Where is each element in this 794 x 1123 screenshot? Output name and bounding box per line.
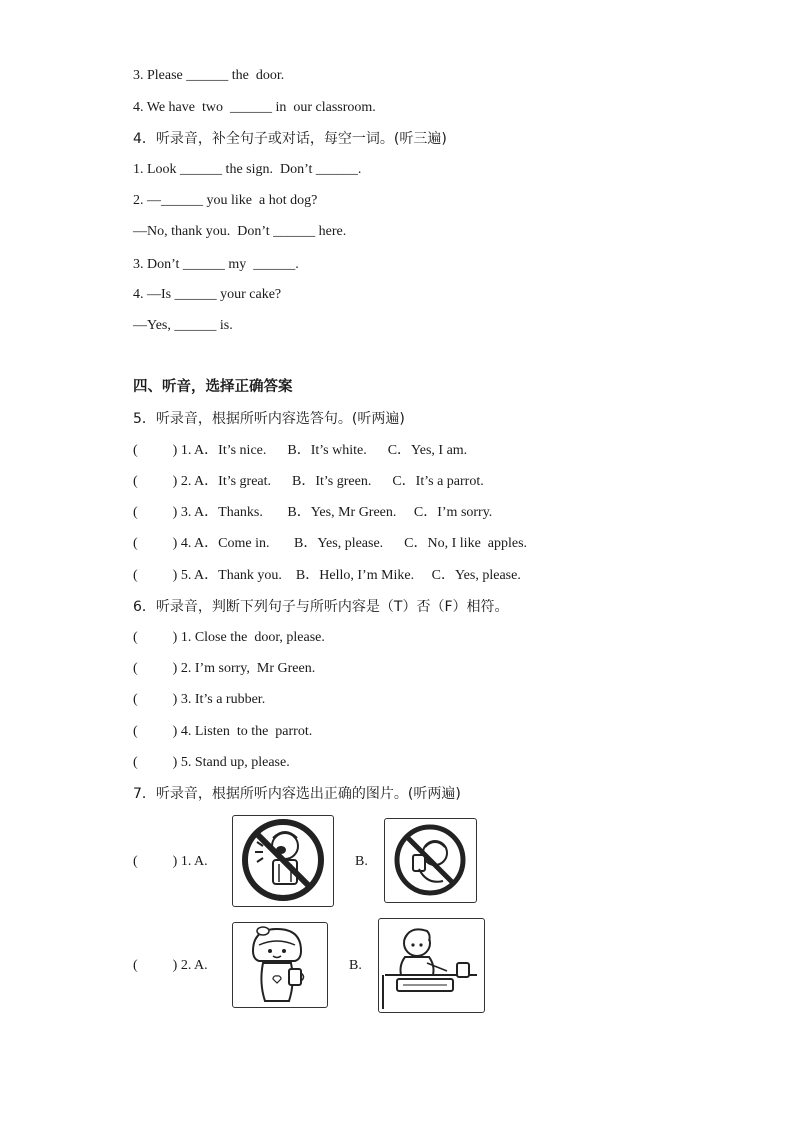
no-shouting-sign-icon[interactable] (232, 815, 334, 907)
question-4-heading: 4．听录音，补全句子或对话，每空一词。(听三遍) (133, 131, 447, 147)
q7-row-stem: ( ) 2. A. (133, 958, 208, 973)
boy-eating-icon[interactable] (378, 918, 485, 1013)
q4-line: 1. Look ______ the sign. Don’t ______. (133, 162, 362, 177)
q5-row: ( ) 1. A．It’s nice. B．It’s white. C．Yes, I am. (133, 443, 468, 458)
option-b-label: B. (349, 958, 362, 973)
question-5-heading: 5．听录音，根据所听内容选答句。(听两遍) (133, 411, 405, 427)
q6-row: ( ) 4. Listen to the parrot. (133, 724, 313, 739)
q6-row: ( ) 1. Close the door, please. (133, 630, 325, 645)
q5-row: ( ) 4. A．Come in. B．Yes, please. C．No, I like apples. (133, 536, 528, 551)
q4-line: 4. —Is ______ your cake? (133, 287, 282, 302)
q4-line: —Yes, ______ is. (133, 318, 233, 333)
q5-row: ( ) 2. A．It’s great. B．It’s green. C．It’s a parrot. (133, 474, 484, 489)
q5-row: ( ) 5. A．Thank you. B．Hello, I’m Mike. C．Yes, please. (133, 568, 521, 583)
section-title: 四、听音，选择正确答案 (133, 379, 293, 395)
girl-with-cup-icon[interactable] (232, 922, 328, 1008)
q6-row: ( ) 2. I’m sorry, Mr Green. (133, 661, 316, 676)
q5-row: ( ) 3. A．Thanks. B．Yes, Mr Green. C．I’m sorry. (133, 505, 493, 520)
exercise-line: 3. Please ______ the door. (133, 68, 285, 83)
q4-line: 3. Don’t ______ my ______. (133, 257, 299, 272)
question-6-heading: 6．听录音，判断下列句子与所听内容是（T）否（F）相符。 (133, 599, 509, 615)
q4-line: 2. —______ you like a hot dog? (133, 193, 318, 208)
exercise-line: 4. We have two ______ in our classroom. (133, 100, 376, 115)
q4-line: —No, thank you. Don’t ______ here. (133, 224, 347, 239)
option-b-label: B. (355, 854, 368, 869)
q6-row: ( ) 3. It’s a rubber. (133, 692, 266, 707)
q7-row-stem: ( ) 1. A. (133, 854, 208, 869)
q6-row: ( ) 5. Stand up, please. (133, 755, 290, 770)
no-drinking-sign-icon[interactable] (384, 818, 477, 903)
question-7-heading: 7．听录音，根据所听内容选出正确的图片。(听两遍) (133, 786, 461, 802)
